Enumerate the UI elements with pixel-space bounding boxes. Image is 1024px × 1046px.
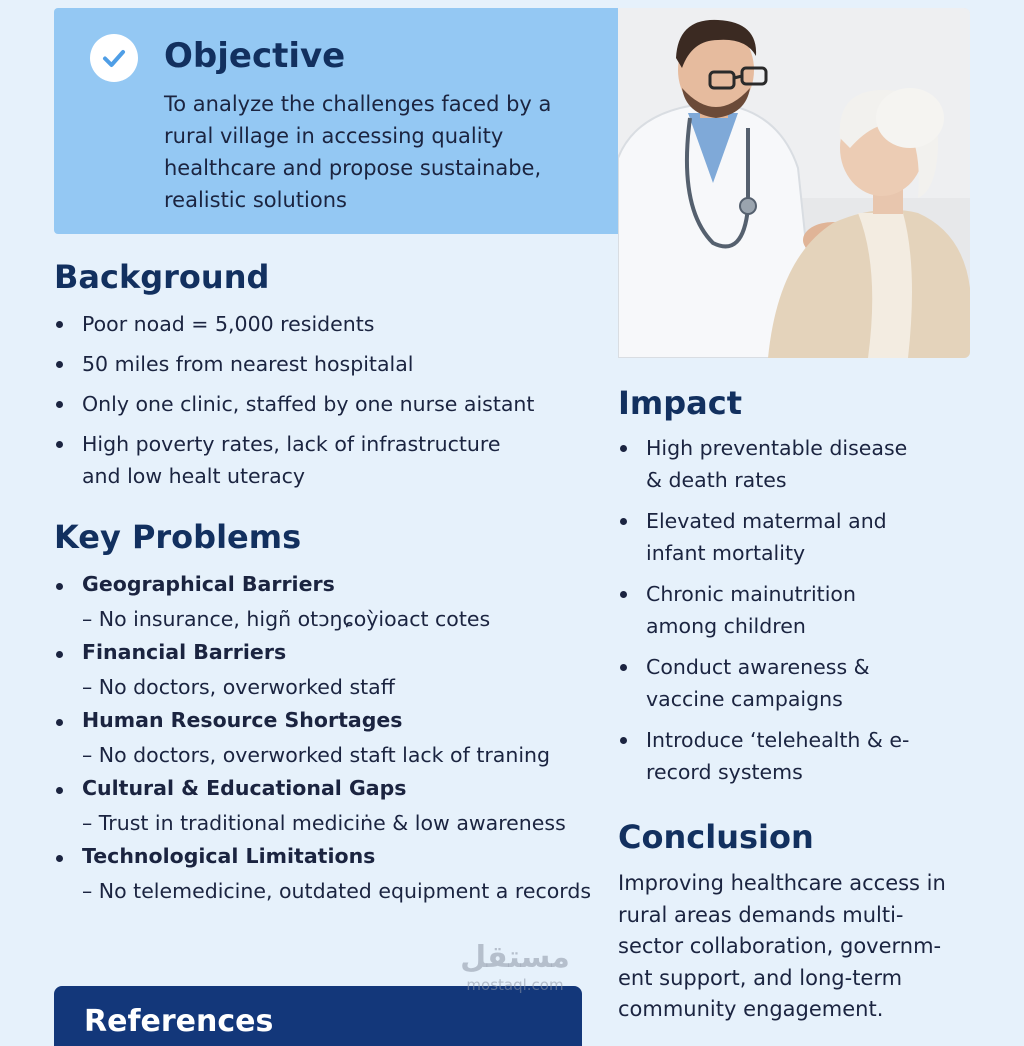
objective-title: Objective <box>164 36 346 76</box>
objective-panel <box>54 8 620 234</box>
problem-title: Financial Barriers <box>82 640 287 664</box>
references-heading: References <box>84 1004 274 1039</box>
problem-detail: – No doctors, overworked staff <box>82 675 395 699</box>
key-problems-list <box>54 570 614 910</box>
list-item: Introduce ‘telehealth & e-record systems <box>618 724 918 788</box>
list-item <box>54 570 614 630</box>
problem-title: Geographical Barriers <box>82 572 335 596</box>
references-panel <box>54 986 582 1046</box>
watermark-url: mostaql.com <box>466 976 564 994</box>
problem-detail: – No doctors, overworked staft lack of traning <box>82 743 551 767</box>
list-item: Conduct awareness & vaccine campaigns <box>618 651 918 715</box>
problem-detail: – No telemedicine, outdated equipment a records <box>82 879 592 903</box>
problem-detail: – Trust in traditional mediciṅe & low awareness <box>82 811 566 835</box>
conclusion-heading: Conclusion <box>618 818 814 856</box>
watermark-logo: مستقل <box>460 940 570 975</box>
impact-list <box>618 432 918 797</box>
list-item <box>54 842 614 902</box>
list-item <box>54 774 614 834</box>
problem-title: Technological Limitations <box>82 844 376 868</box>
list-item: Elevated matermal and infant mortality <box>618 505 918 569</box>
problem-detail: – No insurance, higñ otɔŋɕoỳioact cotes <box>82 607 491 631</box>
list-item: Chronic mainutrition among children <box>618 578 918 642</box>
problem-title: Human Resource Shortages <box>82 708 403 732</box>
list-item <box>54 706 614 766</box>
check-icon <box>90 34 138 82</box>
list-item: Only one clinic, staffed by one nurse aistant <box>54 388 574 420</box>
problem-title: Cultural & Educational Gaps <box>82 776 407 800</box>
background-list <box>54 308 574 500</box>
list-item: Poor noad = 5,000 residents <box>54 308 574 340</box>
list-item: High poverty rates, lack of infrastructure and low healt uteracy <box>54 428 542 492</box>
key-problems-heading: Key Problems <box>54 518 302 556</box>
conclusion-text: Improving healthcare access in rural areas demands multi-sector collaboration, governm-ent support, and long-term community engagement. <box>618 871 946 1021</box>
background-heading: Background <box>54 258 270 296</box>
list-item <box>54 638 614 698</box>
watermark <box>450 940 580 994</box>
list-item: High preventable disease & death rates <box>618 432 918 496</box>
objective-text: To analyze the challenges faced by a rural village in accessing quality healthcare and propose sustainabe, realistic solutions <box>164 92 552 212</box>
impact-heading: Impact <box>618 384 743 422</box>
doctor-patient-photo <box>618 8 970 358</box>
list-item: 50 miles from nearest hospitalal <box>54 348 574 380</box>
